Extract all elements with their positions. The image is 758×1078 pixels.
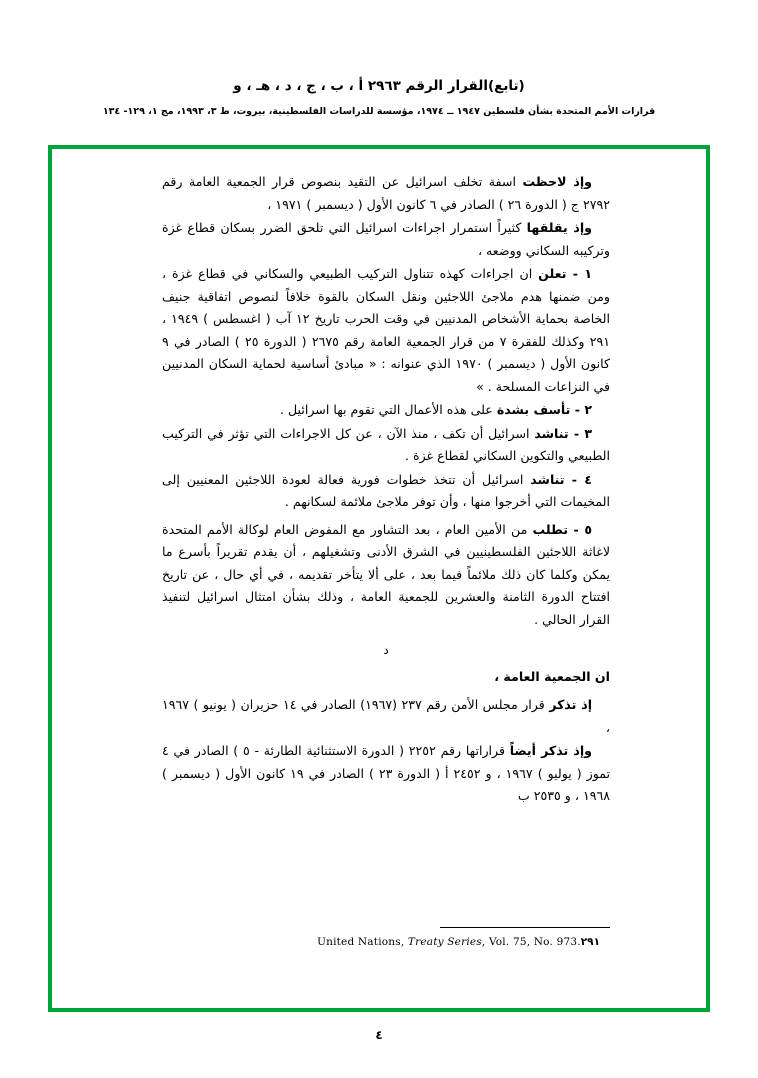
paragraph-1: [162, 263, 610, 398]
document-body: [162, 171, 610, 808]
footnote-rule: [440, 927, 610, 928]
paragraph-text: اسرائيل أن تتخذ خطوات فورية فعالة لعودة اللاجئين المعنيين إلى المخيمات التي أخرجوا منها ، وأن توفر ملاجئ ملائمة لسكانهم .: [162, 471, 610, 509]
document-header: [0, 0, 758, 117]
section-heading: ان الجمعية العامة ،: [494, 668, 610, 684]
document-title: (تابع)القرار الرقم ٢٩٦٣ أ ، ب ، ج ، د ، هـ ، و: [233, 78, 525, 94]
paragraph-lead: ٣ - تناشد: [534, 425, 592, 441]
paragraph-text: قراراتها رقم ٢٢٥٢ ( الدورة الاستثنائية الطارئة - ٥ ) الصادر في ٤ تموز ( يوليو ) ١٩٦٧ ، و ٢٤٥٢ أ ( الدورة ٢٣ ) الصادر في ١٩ كانون الأول ( ديسمبر ) ١٩٦٨ ، و ٢٥٣٥ ب: [162, 743, 611, 803]
paragraph-2: [162, 399, 610, 422]
paragraph-noting: [162, 171, 610, 216]
paragraph-text: قرار مجلس الأمن رقم ٢٣٧ (١٩٦٧) الصادر في ١٤ حزيران ( يونيو ) ١٩٦٧ ،: [162, 697, 610, 735]
paragraph-4: [162, 469, 610, 514]
paragraph-text: ان اجراءات كهذه تتناول التركيب الطبيعي والسكاني في قطاع غزة ، ومن ضمنها هدم ملاجئ اللاجئين ونقل السكان بالقوة خلافاً لنصوص اتفاقية جنيف الخاصة بحماية الأشخاص المدنيين في وقت الحرب تاريخ ١٢ آب ( اغسطس ) ١٩٤٩ ، ٢٩١ وكذلك للفقرة ٧ من قرار الجمعية العامة رقم ٢٦٧٥ ( الدورة ٢٥ ) الصادر في ٩ كانون الأول ( ديسمبر ) ١٩٧٠ الذي عنوانه : « مبادئ أساسية لحماية السكان المدنيين في النزاعات المسلحة . »: [162, 266, 611, 394]
paragraph-3: [162, 423, 610, 468]
paragraph-text: اسرائيل أن تكف ، منذ الآن ، عن كل الاجراءات التي تؤثر في التركيب الطبيعي والتكوين السكاني لقطاع غزة .: [162, 425, 610, 463]
paragraph-text: من الأمين العام ، بعد التشاور مع المفوض العام لوكالة الأمم المتحدة لاغاثة اللاجئين الفلسطينيين في الشرق الأدنى وتشغيلهم ، أن يقدم تقريراً بأسرع ما يمكن وكلما كان ذلك ملائماً فيما بعد ، على ألا يتأخر تقديمه ، في أي حال ، عن تاريخ افتتاح الدورة الثامنة والعشرين للجمعية العامة ، وذلك بشأن امتثال اسرائيل لتنفيذ القرار الحالي .: [162, 521, 610, 627]
paragraph-lead: ١ - تعلن: [538, 266, 592, 281]
paragraph-5: [162, 519, 610, 632]
paragraph-text: كثيراً استمرار اجراءات اسرائيل التي تلحق الضرر بسكان قطاع غزة وتركيبه السكاني ووضعه ،: [162, 220, 610, 258]
footnote-area: [162, 927, 610, 948]
paragraph-lead: وإذ تذكر أيضاً: [509, 743, 592, 758]
paragraph-lead: ٥ - تطلب: [532, 521, 593, 537]
paragraph-text: على هذه الأعمال التي تقوم بها اسرائيل .: [280, 402, 497, 417]
footnote-text: [162, 936, 610, 948]
document-source-line: قرارات الأمم المتحدة بشأن فلسطين ١٩٤٧ ــ ١٩٧٤، مؤسسة للدراسات الفلسطينية، بيروت، ط ٣، ١٩٩٣، مج ١، ١٢٩- ١٣٤: [102, 106, 656, 117]
page-content-area: [52, 171, 706, 1008]
paragraph-recall-2: [162, 740, 610, 808]
paragraph-recall-1: [162, 694, 610, 739]
paragraph-lead: وإذ يقلقها: [526, 220, 592, 235]
paragraph-lead: ٤ - تناشد: [530, 471, 592, 487]
footnote-prefix: United Nations,: [317, 936, 408, 948]
paragraph-lead: إذ تذكر: [549, 697, 593, 712]
footnote-series-title: Treaty Series: [407, 936, 482, 948]
paragraph-concerned: [162, 217, 610, 262]
footnote-suffix: , Vol. 75, No. 973.: [481, 936, 581, 948]
paragraph-lead: وإذ لاحظت: [522, 174, 592, 189]
paragraph-lead: ٢ - تأسف بشدة: [496, 402, 592, 417]
green-page-frame: [48, 145, 710, 1012]
section-mark: د: [383, 643, 389, 657]
footnote-page-ref: ٢٩١: [580, 936, 600, 948]
page-number: ٤: [375, 1028, 383, 1042]
paragraph-text: اسفة تخلف اسرائيل عن التقيد بنصوص قرار الجمعية العامة رقم ٢٧٩٢ ج ( الدورة ٢٦ ) الصادر في ٦ كانون الأول ( ديسمبر ) ١٩٧١ ،: [162, 174, 610, 212]
